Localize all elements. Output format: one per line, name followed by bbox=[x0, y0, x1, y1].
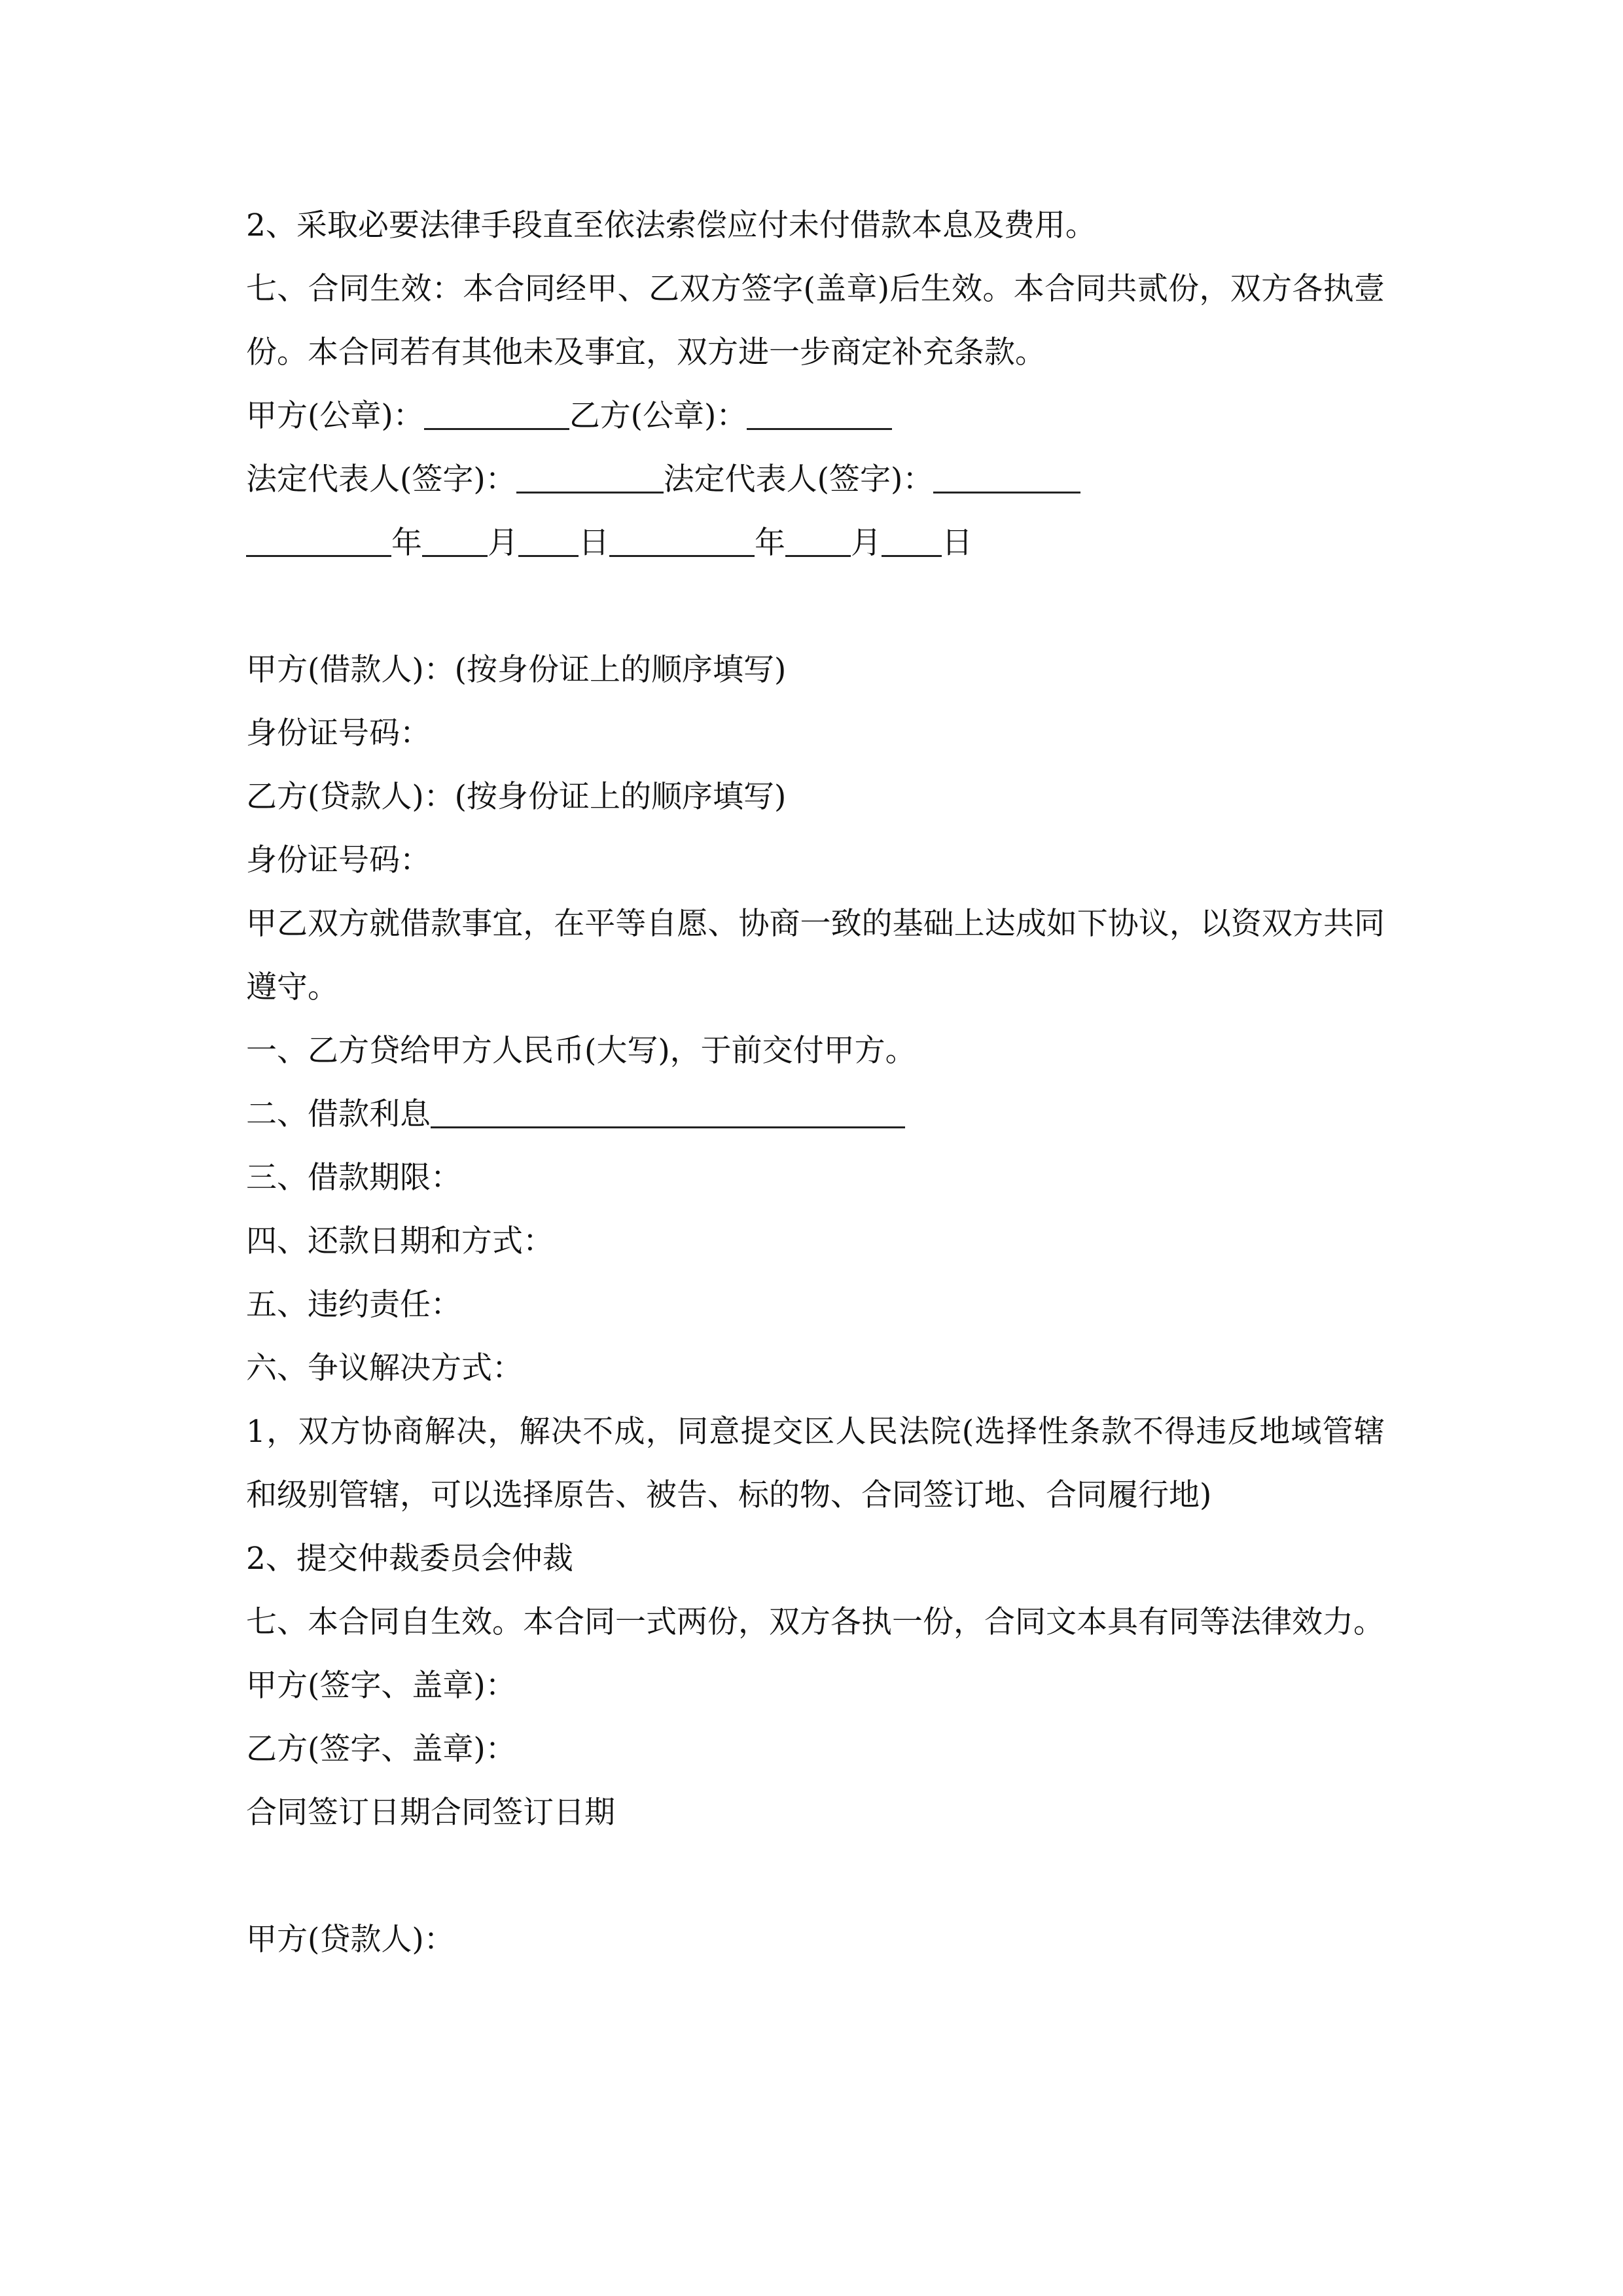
party-a-borrower: 甲方(借款人)：(按身份证上的顺序填写) bbox=[246, 652, 787, 688]
party-b-year-blank bbox=[609, 526, 755, 557]
party-b-lender: 乙方(贷款人)：(按身份证上的顺序填写) bbox=[246, 779, 787, 815]
clause-5-liability: 五、违约责任： bbox=[246, 1287, 461, 1323]
day-label: 日 bbox=[942, 525, 972, 561]
signing-date: 合同签订日期合同签订日期 bbox=[246, 1795, 615, 1831]
clause-2-interest bbox=[246, 1083, 1385, 1146]
section-gap bbox=[246, 1844, 1385, 1908]
clause-6-dispute: 六、争议解决方式： bbox=[246, 1350, 523, 1386]
party-b-signature: 乙方(签字、盖章)： bbox=[246, 1731, 516, 1767]
party-a-representative-blank bbox=[516, 463, 664, 493]
party-b-representative-label: 法定代表人(签字)： bbox=[663, 461, 934, 497]
clause-7-effect: 七、本合同自生效。本合同一式两份，双方各执一份，合同文本具有同等法律效力。 bbox=[246, 1604, 1384, 1640]
agreement-preamble: 甲乙双方就借款事宜，在平等自愿、协商一致的基础上达成如下协议，以资双方共同遵守。 bbox=[246, 906, 1385, 1005]
party-a-signature: 甲方(签字、盖章)： bbox=[246, 1668, 516, 1704]
party-a-month-blank bbox=[422, 526, 488, 557]
party-b-seal-label: 乙方(公章)： bbox=[569, 398, 747, 434]
clause-3-term: 三、借款期限： bbox=[246, 1160, 461, 1196]
clause-2-legal-means: 2、采取必要法律手段直至依法索偿应付未付借款本息及费用。 bbox=[246, 207, 1096, 243]
signature-line-representative bbox=[246, 448, 1385, 511]
document-body bbox=[246, 194, 1385, 1971]
year-label: 年 bbox=[755, 525, 785, 561]
party-a-seal-blank bbox=[424, 399, 569, 430]
clause-7-effectiveness: 七、合同生效：本合同经甲、乙双方签字(盖章)后生效。本合同共贰份，双方各执壹份。本合同若有其他未及事宜，双方进一步商定补充条款。 bbox=[246, 271, 1385, 370]
party-b-representative-blank bbox=[933, 463, 1080, 493]
party-b-id-number: 身份证号码： bbox=[246, 842, 431, 878]
signature-line-seal bbox=[246, 384, 1385, 448]
clause-4-repayment: 四、还款日期和方式： bbox=[246, 1223, 554, 1259]
date-line bbox=[246, 511, 1385, 575]
dispute-option-2: 2、提交仲裁委员会仲裁 bbox=[246, 1541, 573, 1577]
party-a-lender: 甲方(贷款人)： bbox=[246, 1922, 455, 1958]
clause-1-loan-amount: 一、乙方贷给甲方人民币(大写)，于前交付甲方。 bbox=[246, 1033, 916, 1069]
party-a-seal-label: 甲方(公章)： bbox=[246, 398, 424, 434]
party-a-day-blank bbox=[518, 526, 579, 557]
dispute-option-1: 1，双方协商解决，解决不成，同意提交区人民法院(选择性条款不得违反地域管辖和级别管辖，可以选择原告、被告、标的物、合同签订地、合同履行地) bbox=[246, 1414, 1385, 1513]
month-label: 月 bbox=[851, 525, 882, 561]
party-a-year-blank bbox=[246, 526, 391, 557]
section-gap bbox=[246, 575, 1385, 638]
year-label: 年 bbox=[391, 525, 422, 561]
party-a-id-number: 身份证号码： bbox=[246, 715, 431, 751]
interest-blank bbox=[431, 1098, 905, 1128]
party-b-day-blank bbox=[882, 526, 942, 557]
party-b-seal-blank bbox=[747, 399, 892, 430]
party-a-representative-label: 法定代表人(签字)： bbox=[246, 461, 516, 497]
month-label: 月 bbox=[488, 525, 518, 561]
day-label: 日 bbox=[579, 525, 609, 561]
interest-label: 二、借款利息 bbox=[246, 1096, 431, 1132]
party-b-month-blank bbox=[785, 526, 851, 557]
